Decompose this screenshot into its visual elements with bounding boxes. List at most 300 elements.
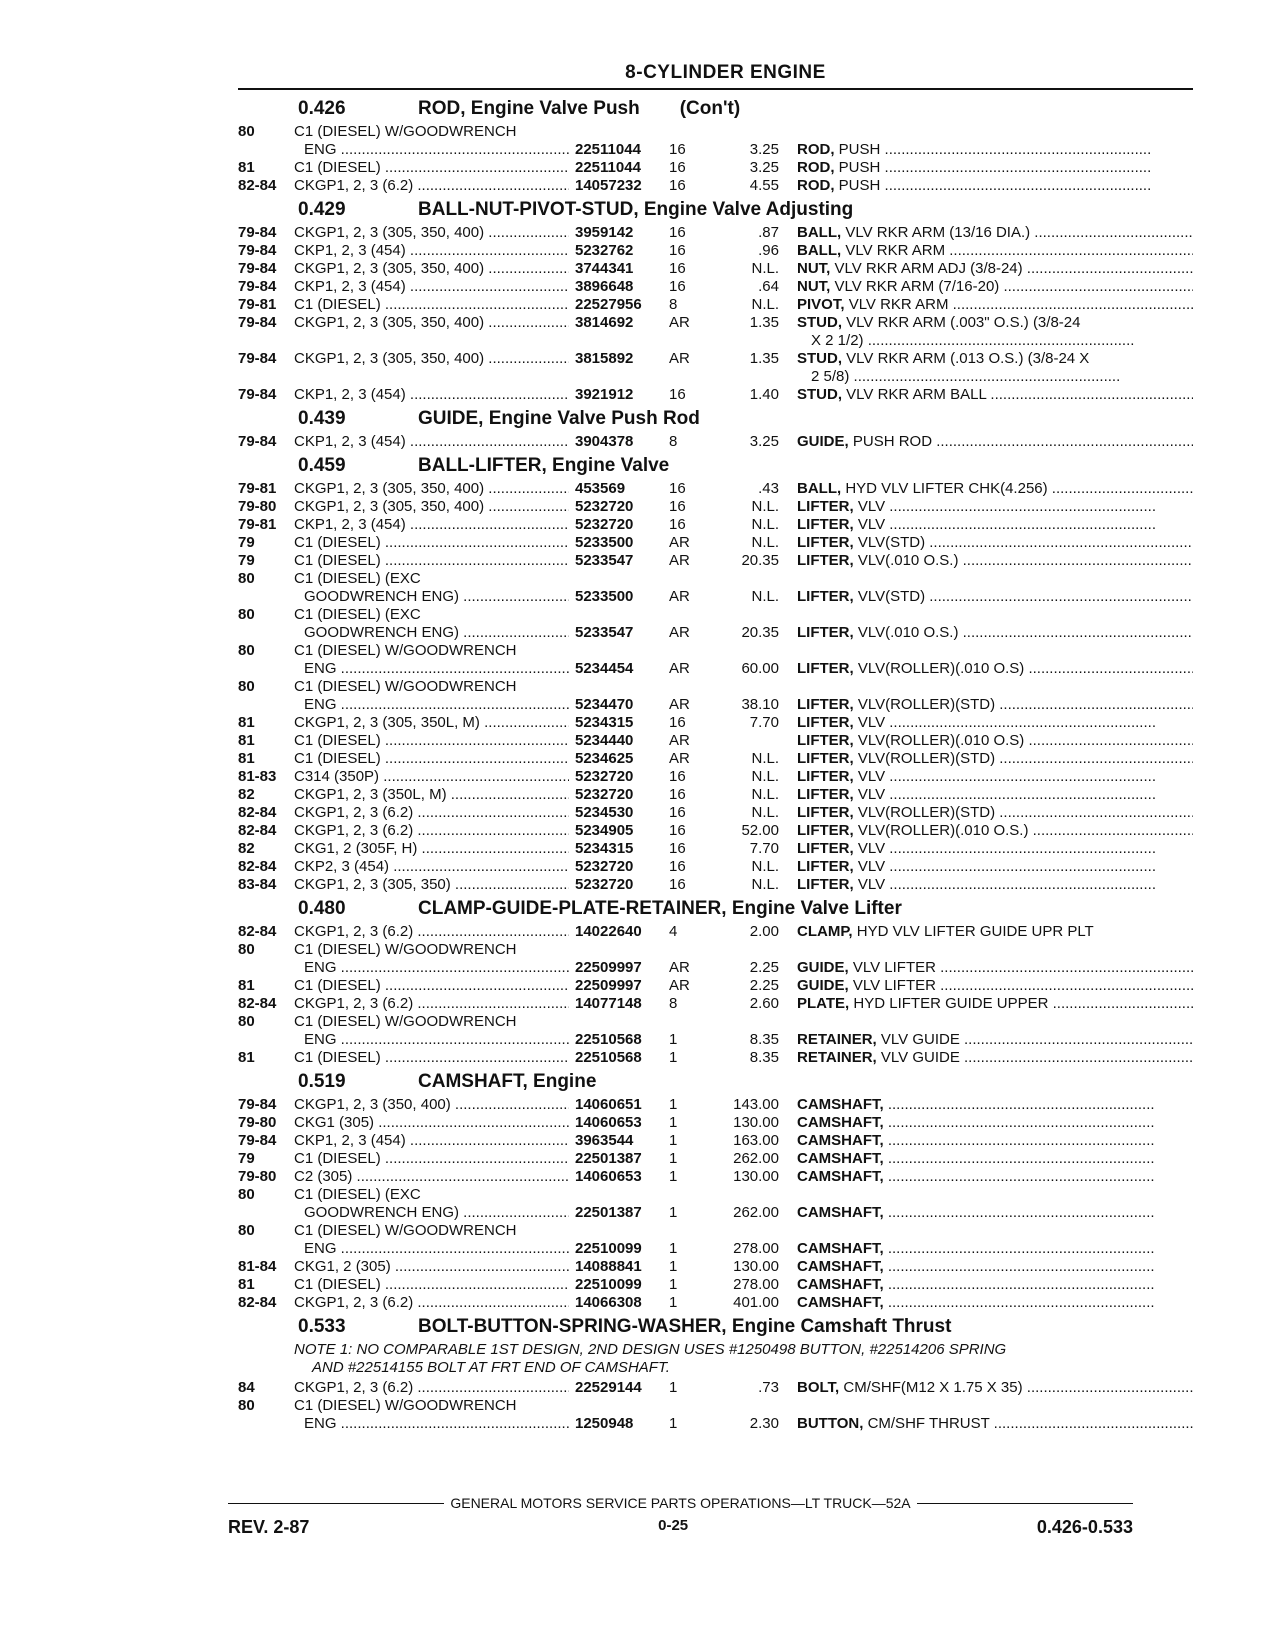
table-row bbox=[238, 1258, 1193, 1276]
model-year: 82-84 bbox=[238, 995, 277, 1012]
part-detail: VLV(STD) bbox=[857, 534, 926, 551]
part-description bbox=[797, 714, 1193, 732]
part-detail: HYD VLV LIFTER GUIDE UPR PLT bbox=[856, 923, 1094, 940]
page-title: 8-CYLINDER ENGINE bbox=[625, 62, 826, 83]
part-detail: VLV RKR ARM bbox=[848, 296, 949, 313]
list-price: 1.35 bbox=[749, 314, 779, 331]
model-application: C1 (DIESEL) (EXC bbox=[294, 570, 421, 587]
part-name: CAMSHAFT, bbox=[797, 1132, 884, 1149]
part-name: CLAMP, bbox=[797, 923, 853, 940]
list-price: 2.25 bbox=[749, 977, 779, 994]
part-name: LIFTER, bbox=[797, 660, 854, 677]
model-application: CKP1, 2, 3 (454) ..... bbox=[294, 386, 569, 404]
section-number: 0.480 bbox=[298, 898, 346, 919]
part-number: 5234315 bbox=[575, 840, 634, 857]
part-detail: VLV bbox=[857, 768, 886, 785]
model-year: 81-83 bbox=[238, 768, 277, 785]
quantity: AR bbox=[669, 732, 690, 749]
section-number: 0.429 bbox=[298, 199, 346, 220]
part-detail: VLV RKR ARM (13/16 DIA.) bbox=[845, 224, 1031, 241]
part-description bbox=[797, 750, 1193, 768]
model-application: CKGP1, 2, 3 (350, 400) ..... bbox=[294, 1096, 569, 1114]
part-name: ROD, bbox=[797, 159, 835, 176]
model-application: C1 (DIESEL) ..... bbox=[294, 1049, 569, 1067]
part-description bbox=[797, 278, 1193, 296]
footer-rule-right bbox=[917, 1503, 1133, 1504]
part-number: 14022640 bbox=[575, 923, 642, 940]
quantity: 16 bbox=[669, 498, 686, 515]
part-detail: VLV GUIDE bbox=[880, 1031, 960, 1048]
table-row bbox=[238, 923, 1193, 941]
table-row bbox=[238, 570, 1193, 588]
part-name: LIFTER, bbox=[797, 498, 854, 515]
list-price: 38.10 bbox=[741, 696, 779, 713]
model-application: CKP1, 2, 3 (454) ..... bbox=[294, 278, 569, 296]
model-year: 79-84 bbox=[238, 1132, 277, 1149]
section-number: 0.533 bbox=[298, 1316, 346, 1337]
part-name: LIFTER, bbox=[797, 750, 854, 767]
model-year: 79-84 bbox=[238, 260, 277, 277]
part-number: 22510099 bbox=[575, 1276, 642, 1293]
part-number: 22501387 bbox=[575, 1204, 642, 1221]
quantity: AR bbox=[669, 696, 690, 713]
part-detail: VLV(ROLLER)(STD) bbox=[857, 804, 996, 821]
part-description bbox=[797, 923, 1193, 941]
parts-sections bbox=[238, 98, 1193, 1433]
part-number: 3744341 bbox=[575, 260, 634, 277]
quantity: 8 bbox=[669, 433, 678, 450]
table-row bbox=[238, 660, 1193, 678]
list-price: N.L. bbox=[751, 858, 779, 875]
quantity: 16 bbox=[669, 822, 686, 839]
part-detail: VLV(STD) bbox=[857, 588, 926, 605]
table-row bbox=[238, 177, 1193, 195]
part-description bbox=[797, 1150, 1193, 1168]
quantity: 16 bbox=[669, 516, 686, 533]
part-detail: VLV bbox=[857, 840, 886, 857]
part-description bbox=[797, 1204, 1193, 1222]
quantity: 1 bbox=[669, 1258, 678, 1275]
section-header bbox=[238, 98, 1193, 120]
footer-line bbox=[228, 1495, 1133, 1511]
section-range: 0.426-0.533 bbox=[1036, 1517, 1133, 1537]
model-year: 82-84 bbox=[238, 822, 277, 839]
part-name: BALL, bbox=[797, 242, 842, 259]
list-price: .73 bbox=[758, 1379, 779, 1396]
part-name: LIFTER, bbox=[797, 516, 854, 533]
part-description bbox=[797, 822, 1193, 840]
model-application: CKG1, 2 (305F, H) ..... bbox=[294, 840, 569, 858]
table-row bbox=[238, 534, 1193, 552]
part-number: 5232720 bbox=[575, 516, 634, 533]
model-year: 80 bbox=[238, 606, 255, 623]
part-description bbox=[797, 858, 1193, 876]
table-row bbox=[238, 1294, 1193, 1312]
note-line: NOTE 1: NO COMPARABLE 1ST DESIGN, 2ND DESIGN USES #1250498 BUTTON, #22514206 SPRING bbox=[294, 1341, 1007, 1358]
list-price: .43 bbox=[758, 480, 779, 497]
part-name: CAMSHAFT, bbox=[797, 1096, 884, 1113]
list-price: N.L. bbox=[751, 498, 779, 515]
footer-bottom bbox=[228, 1517, 1133, 1538]
part-description bbox=[797, 1132, 1193, 1150]
catalog-page bbox=[238, 62, 1193, 1433]
part-number: 5234440 bbox=[575, 732, 634, 749]
part-name: LIFTER, bbox=[797, 624, 854, 641]
section-title: GUIDE, Engine Valve Push Rod bbox=[418, 408, 700, 429]
part-description bbox=[797, 350, 1193, 368]
part-name: CAMSHAFT, bbox=[797, 1168, 884, 1185]
section-title: CAMSHAFT, Engine bbox=[418, 1071, 597, 1092]
quantity: AR bbox=[669, 552, 690, 569]
model-application: CKGP1, 2, 3 (6.2) ..... bbox=[294, 1379, 569, 1397]
table-row bbox=[238, 642, 1193, 660]
quantity: 16 bbox=[669, 768, 686, 785]
list-price: 1.35 bbox=[749, 350, 779, 367]
quantity: AR bbox=[669, 750, 690, 767]
table-row bbox=[238, 1379, 1193, 1397]
part-name: NUT, bbox=[797, 260, 831, 277]
model-year: 80 bbox=[238, 1222, 255, 1239]
table-row bbox=[238, 696, 1193, 714]
part-detail: VLV RKR ARM bbox=[845, 242, 946, 259]
list-price: N.L. bbox=[751, 516, 779, 533]
part-number: 3904378 bbox=[575, 433, 634, 450]
part-name: CAMSHAFT, bbox=[797, 1258, 884, 1275]
table-row bbox=[238, 822, 1193, 840]
list-price: .96 bbox=[758, 242, 779, 259]
part-number: 3814692 bbox=[575, 314, 634, 331]
model-application: CKGP1, 2, 3 (305, 350) ..... bbox=[294, 876, 569, 894]
part-description bbox=[797, 332, 1193, 350]
table-row bbox=[238, 368, 1193, 386]
quantity: 1 bbox=[669, 1276, 678, 1293]
section-header bbox=[238, 408, 1193, 430]
part-number: 3921912 bbox=[575, 386, 634, 403]
model-year: 79-80 bbox=[238, 1168, 277, 1185]
model-application: C1 (DIESEL) W/GOODWRENCH bbox=[294, 1397, 517, 1414]
model-year: 79-84 bbox=[238, 224, 277, 241]
quantity: AR bbox=[669, 660, 690, 677]
model-application: C1 (DIESEL) ..... bbox=[294, 296, 569, 314]
model-year: 79-84 bbox=[238, 433, 277, 450]
part-description bbox=[797, 768, 1193, 786]
part-description bbox=[797, 624, 1193, 642]
part-number: 22509997 bbox=[575, 977, 642, 994]
part-name: LIFTER, bbox=[797, 858, 854, 875]
part-detail: CM/SHF THRUST bbox=[867, 1415, 990, 1432]
model-application: C1 (DIESEL) W/GOODWRENCH bbox=[294, 642, 517, 659]
model-year: 83-84 bbox=[238, 876, 277, 893]
model-application: C1 (DIESEL) W/GOODWRENCH bbox=[294, 678, 517, 695]
table-row bbox=[238, 804, 1193, 822]
list-price: N.L. bbox=[751, 768, 779, 785]
part-number: 5233547 bbox=[575, 552, 634, 569]
model-year: 81 bbox=[238, 159, 255, 176]
model-application: C1 (DIESEL) (EXC bbox=[294, 606, 421, 623]
list-price: N.L. bbox=[751, 786, 779, 803]
quantity: 1 bbox=[669, 1132, 678, 1149]
table-row bbox=[238, 480, 1193, 498]
part-description bbox=[797, 1276, 1193, 1294]
part-detail: VLV bbox=[857, 714, 886, 731]
quantity: AR bbox=[669, 959, 690, 976]
list-price: 278.00 bbox=[733, 1240, 779, 1257]
part-name: LIFTER, bbox=[797, 840, 854, 857]
model-year: 81 bbox=[238, 714, 255, 731]
section-number: 0.519 bbox=[298, 1071, 346, 1092]
list-price: 52.00 bbox=[741, 822, 779, 839]
table-row bbox=[238, 260, 1193, 278]
table-row bbox=[238, 498, 1193, 516]
model-application: C1 (DIESEL) ..... bbox=[294, 159, 569, 177]
quantity: AR bbox=[669, 314, 690, 331]
part-name: NUT, bbox=[797, 278, 831, 295]
model-application: ENG ..... bbox=[294, 696, 569, 714]
part-description bbox=[797, 786, 1193, 804]
part-number: 5232762 bbox=[575, 242, 634, 259]
table-row bbox=[238, 876, 1193, 894]
part-description bbox=[797, 732, 1193, 750]
model-year: 81-84 bbox=[238, 1258, 277, 1275]
table-row bbox=[238, 1031, 1193, 1049]
quantity: 16 bbox=[669, 858, 686, 875]
quantity: 1 bbox=[669, 1415, 678, 1432]
list-price: 60.00 bbox=[741, 660, 779, 677]
part-detail: VLV LIFTER bbox=[852, 959, 936, 976]
part-number: 3963544 bbox=[575, 1132, 634, 1149]
part-detail: VLV bbox=[857, 498, 886, 515]
model-application: C1 (DIESEL) ..... bbox=[294, 977, 569, 995]
part-description bbox=[797, 498, 1193, 516]
part-name: GUIDE, bbox=[797, 433, 849, 450]
list-price: 130.00 bbox=[733, 1258, 779, 1275]
part-description bbox=[797, 840, 1193, 858]
part-name: LIFTER, bbox=[797, 714, 854, 731]
model-application: C2 (305) ..... bbox=[294, 1168, 569, 1186]
part-detail: VLV bbox=[857, 876, 886, 893]
model-year: 80 bbox=[238, 123, 255, 140]
part-name: LIFTER, bbox=[797, 552, 854, 569]
part-name: BALL, bbox=[797, 224, 842, 241]
model-application: C1 (DIESEL) W/GOODWRENCH bbox=[294, 1222, 517, 1239]
list-price: 3.25 bbox=[749, 159, 779, 176]
table-row bbox=[238, 1150, 1193, 1168]
part-name: PIVOT, bbox=[797, 296, 845, 313]
part-number: 14066308 bbox=[575, 1294, 642, 1311]
part-description bbox=[797, 1258, 1193, 1276]
table-row bbox=[238, 786, 1193, 804]
model-application: C314 (350P) ..... bbox=[294, 768, 569, 786]
part-number: 5232720 bbox=[575, 858, 634, 875]
part-name: LIFTER, bbox=[797, 696, 854, 713]
model-application: CKP1, 2, 3 (454) ..... bbox=[294, 242, 569, 260]
list-price: 3.25 bbox=[749, 141, 779, 158]
part-number: 5233500 bbox=[575, 534, 634, 551]
quantity: AR bbox=[669, 350, 690, 367]
model-application: C1 (DIESEL) W/GOODWRENCH bbox=[294, 1013, 517, 1030]
quantity: AR bbox=[669, 588, 690, 605]
model-year: 79 bbox=[238, 1150, 255, 1167]
part-number: 5234315 bbox=[575, 714, 634, 731]
table-row bbox=[238, 750, 1193, 768]
list-price: N.L. bbox=[751, 750, 779, 767]
part-detail: VLV RKR ARM (.013 O.S.) (3/8-24 X bbox=[846, 350, 1090, 367]
table-row bbox=[238, 1114, 1193, 1132]
model-application: CKG1 (305) ..... bbox=[294, 1114, 569, 1132]
section-title: BALL-LIFTER, Engine Valve bbox=[418, 455, 670, 476]
model-application: C1 (DIESEL) ..... bbox=[294, 732, 569, 750]
table-row bbox=[238, 1222, 1193, 1240]
part-detail: VLV GUIDE bbox=[880, 1049, 960, 1066]
model-year: 79-84 bbox=[238, 350, 277, 367]
part-detail: VLV RKR ARM (.003" O.S.) (3/8-24 bbox=[846, 314, 1081, 331]
model-application: GOODWRENCH ENG) ..... bbox=[294, 588, 569, 606]
part-detail: HYD LIFTER GUIDE UPPER bbox=[853, 995, 1049, 1012]
quantity: 4 bbox=[669, 923, 678, 940]
model-year: 82-84 bbox=[238, 858, 277, 875]
part-description bbox=[797, 368, 1193, 386]
part-name: CAMSHAFT, bbox=[797, 1204, 884, 1221]
model-application: CKGP1, 2, 3 (305, 350L, M) ..... bbox=[294, 714, 569, 732]
quantity: 16 bbox=[669, 804, 686, 821]
table-row bbox=[238, 678, 1193, 696]
model-application: ENG ..... bbox=[294, 959, 569, 977]
quantity: AR bbox=[669, 534, 690, 551]
model-year: 81 bbox=[238, 1276, 255, 1293]
quantity: 16 bbox=[669, 177, 686, 194]
section-title: CLAMP-GUIDE-PLATE-RETAINER, Engine Valve Lifter bbox=[418, 898, 902, 919]
section-title: BOLT-BUTTON-SPRING-WASHER, Engine Camshaft Thrust bbox=[418, 1316, 952, 1337]
part-name: BOLT, bbox=[797, 1379, 840, 1396]
part-number: 5233500 bbox=[575, 588, 634, 605]
model-year: 79-84 bbox=[238, 314, 277, 331]
part-description bbox=[797, 534, 1193, 552]
model-application: CKGP1, 2, 3 (6.2) ..... bbox=[294, 995, 569, 1013]
model-application: GOODWRENCH ENG) ..... bbox=[294, 624, 569, 642]
part-number: 22527956 bbox=[575, 296, 642, 313]
model-year: 79-80 bbox=[238, 1114, 277, 1131]
part-description bbox=[797, 588, 1193, 606]
table-row bbox=[238, 941, 1193, 959]
part-number: 14057232 bbox=[575, 177, 642, 194]
part-number: 22510099 bbox=[575, 1240, 642, 1257]
model-year: 81 bbox=[238, 750, 255, 767]
quantity: 16 bbox=[669, 224, 686, 241]
part-name: LIFTER, bbox=[797, 768, 854, 785]
part-number: 5234454 bbox=[575, 660, 634, 677]
part-description bbox=[797, 159, 1193, 177]
quantity: 16 bbox=[669, 840, 686, 857]
model-application: ENG ..... bbox=[294, 1240, 569, 1258]
list-price: N.L. bbox=[751, 588, 779, 605]
model-year: 79-81 bbox=[238, 480, 277, 497]
table-row bbox=[238, 224, 1193, 242]
model-application: CKGP1, 2, 3 (6.2) ..... bbox=[294, 804, 569, 822]
table-row bbox=[238, 1186, 1193, 1204]
table-row bbox=[238, 768, 1193, 786]
part-name: CAMSHAFT, bbox=[797, 1150, 884, 1167]
model-year: 79 bbox=[238, 534, 255, 551]
table-row bbox=[238, 552, 1193, 570]
model-application: CKGP1, 2, 3 (305, 350, 400) ..... bbox=[294, 260, 569, 278]
part-number: 22501387 bbox=[575, 1150, 642, 1167]
part-name: CAMSHAFT, bbox=[797, 1276, 884, 1293]
table-row bbox=[238, 1049, 1193, 1067]
quantity: 16 bbox=[669, 876, 686, 893]
part-name: CAMSHAFT, bbox=[797, 1294, 884, 1311]
part-name: LIFTER, bbox=[797, 822, 854, 839]
part-name: LIFTER, bbox=[797, 876, 854, 893]
part-number: 14060653 bbox=[575, 1114, 642, 1131]
table-row bbox=[238, 959, 1193, 977]
part-detail: VLV RKR ARM (7/16-20) bbox=[834, 278, 1000, 295]
quantity: 1 bbox=[669, 1096, 678, 1113]
part-name: STUD, bbox=[797, 386, 842, 403]
part-detail: PUSH bbox=[838, 177, 881, 194]
table-row bbox=[238, 588, 1193, 606]
part-name: RETAINER, bbox=[797, 1049, 877, 1066]
model-application: C1 (DIESEL) ..... bbox=[294, 534, 569, 552]
part-name: STUD, bbox=[797, 350, 842, 367]
note-line: AND #22514155 BOLT AT FRT END OF CAMSHAFT. bbox=[312, 1359, 670, 1376]
part-detail: X 2 1/2) bbox=[811, 332, 864, 349]
part-detail: PUSH bbox=[838, 159, 881, 176]
list-price: 2.30 bbox=[749, 1415, 779, 1432]
part-number: 22510568 bbox=[575, 1049, 642, 1066]
section-number: 0.459 bbox=[298, 455, 346, 476]
table-row bbox=[238, 278, 1193, 296]
part-description bbox=[797, 224, 1193, 242]
model-year: 79-81 bbox=[238, 296, 277, 313]
part-number: 14077148 bbox=[575, 995, 642, 1012]
table-row bbox=[238, 858, 1193, 876]
quantity: 1 bbox=[669, 1150, 678, 1167]
quantity: 8 bbox=[669, 995, 678, 1012]
table-row bbox=[238, 296, 1193, 314]
part-number: 3815892 bbox=[575, 350, 634, 367]
table-row bbox=[238, 141, 1193, 159]
section-number: 0.426 bbox=[298, 98, 346, 119]
part-detail: CM/SHF(M12 X 1.75 X 35) bbox=[843, 1379, 1023, 1396]
header-rule bbox=[238, 88, 1193, 90]
list-price: 8.35 bbox=[749, 1031, 779, 1048]
quantity: 16 bbox=[669, 159, 686, 176]
part-detail: VLV RKR ARM BALL bbox=[846, 386, 987, 403]
part-name: CAMSHAFT, bbox=[797, 1114, 884, 1131]
part-description bbox=[797, 1240, 1193, 1258]
list-price: 163.00 bbox=[733, 1132, 779, 1149]
part-description bbox=[797, 314, 1193, 332]
part-number: 5234470 bbox=[575, 696, 634, 713]
part-detail: VLV bbox=[857, 516, 886, 533]
section-number: 0.439 bbox=[298, 408, 346, 429]
part-description bbox=[797, 977, 1193, 995]
part-detail: VLV(ROLLER)(.010 O.S) bbox=[857, 660, 1025, 677]
table-row bbox=[238, 606, 1193, 624]
table-row bbox=[238, 386, 1193, 404]
part-detail: 2 5/8) bbox=[811, 368, 850, 385]
model-application: CKP1, 2, 3 (454) ..... bbox=[294, 1132, 569, 1150]
part-description bbox=[797, 1379, 1193, 1397]
part-name: RETAINER, bbox=[797, 1031, 877, 1048]
list-price: N.L. bbox=[751, 804, 779, 821]
part-number: 22511044 bbox=[575, 159, 641, 176]
quantity: 16 bbox=[669, 786, 686, 803]
list-price: 2.25 bbox=[749, 959, 779, 976]
quantity: 1 bbox=[669, 1379, 678, 1396]
quantity: 1 bbox=[669, 1240, 678, 1257]
table-row bbox=[238, 332, 1193, 350]
